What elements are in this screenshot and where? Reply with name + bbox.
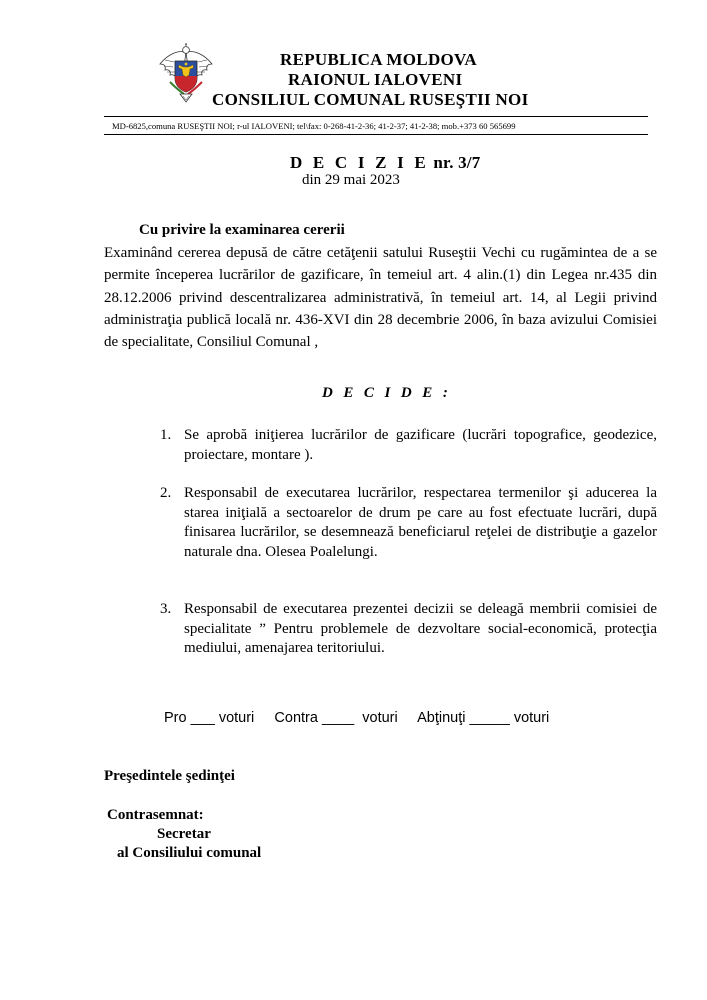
header-rule-bottom [104, 134, 648, 135]
header-district: RAIONUL IALOVENI [288, 70, 463, 89]
list-item [160, 484, 657, 562]
decision-date: din 29 mai 2023 [302, 172, 400, 188]
signature-secretary-label: Secretar [157, 826, 211, 842]
decision-title [290, 153, 480, 173]
list-item-number: 2. [160, 485, 172, 501]
list-item-text: Responsabil de executarea prezentei decizii se deleagă membrii comisiei de specialitate ” Pentru problemele de dezvoltare social-economică, protecţia mediului, amenajarea teritoriului. [184, 601, 657, 657]
list-item-number: 3. [160, 601, 172, 617]
header-country: REPUBLICA MOLDOVA [280, 50, 478, 69]
list-item [160, 426, 657, 465]
signature-council-label: al Consiliului comunal [117, 845, 262, 861]
vote-tally: Pro ___ voturi Contra ____ voturi Abţinuţi _____ voturi [164, 710, 550, 726]
header-rule-top [104, 116, 648, 117]
list-item [160, 600, 657, 659]
coat-of-arms-emblem [156, 42, 216, 106]
list-item-number: 1. [160, 427, 172, 443]
decide-heading: D E C I D E : [322, 385, 452, 401]
decision-preamble: Examinând cererea depusă de către cetăţenii satului Ruseştii Vechi cu rugămintea de a se permite începerea lucrărilor de gazificare, în temeiul art. 4 alin.(1) din Legea nr.435 din 28.12.2006 privind descentralizarea administrativă, în temeiul art. 14, al Legii privind administraţia publică locală nr. 436-XVI din 28 decembrie 2006, în baza avizului Comisiei de specialitate, Consiliul Comunal , [104, 245, 657, 351]
list-item-text: Se aprobă iniţierea lucrărilor de gazificare (lucrări topografice, geodezice, proiectare, montare ). [184, 427, 657, 463]
decision-subject: Cu privire la examinarea cererii [139, 222, 345, 238]
list-item-text: Responsabil de executarea lucrărilor, respectarea termenilor şi aducerea la starea iniţială a sectoarelor de drum pe care au fost efectuate lucrări, după finisarea lucrărilor, se desemnează beneficiarul reţelei de distribuţie a gazelor naturale dna. Olesea Poalelungi. [184, 485, 657, 560]
decision-number: nr. 3/7 [428, 153, 481, 172]
header-contact: MD-6825,comuna RUSEŞTII NOI; r-ul IALOVENI; tel\fax: 0-268-41-2-36; 41-2-37; 41-2-38; mob.+373 60 565699 [112, 121, 516, 131]
signature-president-label: Preşedintele şedinţei [104, 768, 235, 784]
signature-countersigned-label: Contrasemnat: [107, 807, 204, 823]
decision-title-word: D E C I Z I E [290, 153, 429, 172]
header-council: CONSILIUL COMUNAL RUSEŞTII NOI [212, 90, 529, 109]
